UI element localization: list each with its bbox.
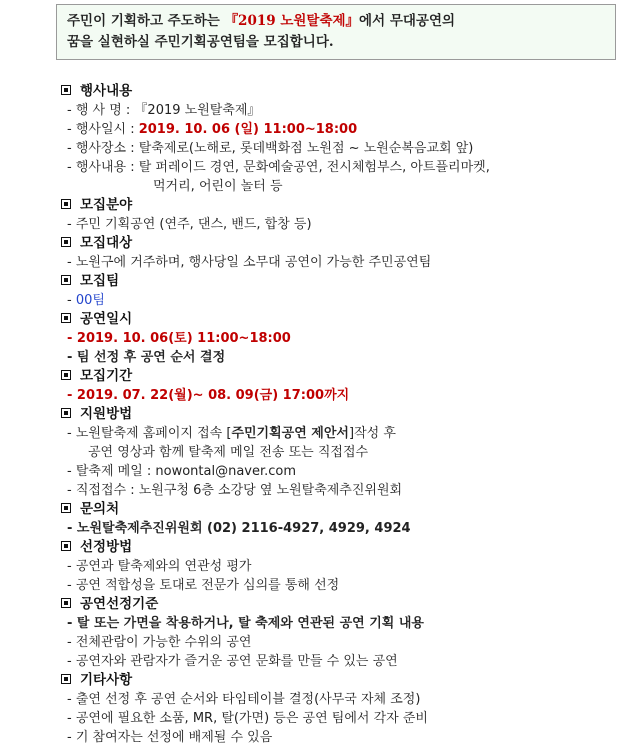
square-bullet-icon bbox=[61, 85, 71, 95]
list-item: - 행사일시 : 2019. 10. 06 (일) 11:00~18:00 bbox=[67, 122, 358, 137]
list-item: - 행사내용 : 탈 퍼레이드 경연, 문화예술공연, 전시체험부스, 아트플리마켓, bbox=[67, 160, 490, 175]
section-contact bbox=[60, 500, 630, 519]
square-bullet-icon bbox=[61, 541, 71, 551]
list-item: - 00팀 bbox=[67, 293, 105, 308]
section-title: 공연일시 bbox=[80, 311, 133, 327]
list-item: - 행사장소 : 탈축제로(노해로, 롯데백화점 노원점 ~ 노원순복음교회 앞) bbox=[67, 141, 474, 156]
list-item: - 행 사 명 : 『2019 노원탈축제』 bbox=[67, 103, 261, 118]
section-etc bbox=[60, 671, 630, 690]
event-date-value: 2019. 10. 06 (일) 11:00~18:00 bbox=[138, 122, 358, 137]
square-bullet-icon bbox=[61, 237, 71, 247]
list-item: - 팀 선정 후 공연 순서 결정 bbox=[67, 350, 226, 365]
square-bullet-icon bbox=[61, 598, 71, 608]
list-item: - 직접접수 : 노원구청 6층 소강당 옆 노원탈축제추진위원회 bbox=[67, 483, 403, 498]
square-bullet-icon bbox=[61, 408, 71, 418]
section-event bbox=[60, 82, 630, 101]
square-bullet-icon bbox=[61, 199, 71, 209]
section-selection bbox=[60, 538, 630, 557]
list-item-continuation: 먹거리, 어린이 놀터 등 bbox=[153, 179, 283, 194]
section-title: 문의처 bbox=[80, 501, 120, 517]
list-item-continuation: 공연 영상과 함께 탈축제 메일 전송 또는 직접접수 bbox=[88, 445, 369, 460]
section-period bbox=[60, 367, 630, 386]
list-item: - 출연 선정 후 공연 순서와 타임테이블 결정(사무국 자체 조정) bbox=[67, 692, 421, 707]
list-item: - 주민 기획공연 (연주, 댄스, 밴드, 합창 등) bbox=[67, 217, 312, 232]
square-bullet-icon bbox=[61, 313, 71, 323]
notice-content bbox=[60, 82, 630, 747]
section-title: 모집대상 bbox=[80, 235, 133, 251]
team-count: 00팀 bbox=[75, 293, 105, 308]
section-apply bbox=[60, 405, 630, 424]
section-title: 행사내용 bbox=[80, 83, 133, 99]
section-title: 지원방법 bbox=[80, 406, 133, 422]
square-bullet-icon bbox=[61, 370, 71, 380]
section-title: 공연선정기준 bbox=[80, 596, 159, 612]
square-bullet-icon bbox=[61, 674, 71, 684]
list-item: - 전체관람이 가능한 수위의 공연 bbox=[67, 635, 252, 650]
list-item: - 노원구에 거주하며, 행사당일 소무대 공연이 가능한 주민공연팀 bbox=[67, 255, 432, 270]
list-item: - 공연에 필요한 소품, MR, 탈(가면) 등은 공연 팀에서 각자 준비 bbox=[67, 711, 428, 726]
list-item: - 노원탈축제추진위원회 (02) 2116-4927, 4929, 4924 bbox=[67, 521, 411, 536]
list-item: - 2019. 10. 06(토) 11:00~18:00 bbox=[67, 331, 291, 346]
list-item: - 공연 적합성을 토대로 전문가 심의를 통해 선정 bbox=[67, 578, 340, 593]
section-title: 모집기간 bbox=[80, 368, 133, 384]
intro-box bbox=[56, 4, 616, 60]
section-performance-date bbox=[60, 310, 630, 329]
square-bullet-icon bbox=[61, 275, 71, 285]
list-item: - 공연과 탈축제와의 연관성 평가 bbox=[67, 559, 252, 574]
festival-name-highlight: 『2019 노원탈축제』 bbox=[224, 13, 360, 29]
list-item: - 기 참여자는 선정에 배제될 수 있음 bbox=[67, 730, 273, 745]
square-bullet-icon bbox=[61, 503, 71, 513]
intro-line-2: 꿈을 실현하실 주민기획공연팀을 모집합니다. bbox=[67, 34, 334, 50]
list-item: - 2019. 07. 22(월)~ 08. 09(금) 17:00까지 bbox=[67, 388, 350, 403]
section-target bbox=[60, 234, 630, 253]
list-item: - 탈축제 메일 : nowontal@naver.com bbox=[67, 464, 297, 479]
list-item: - 탈 또는 가면을 착용하거나, 탈 축제와 연관된 공연 기획 내용 bbox=[67, 616, 424, 631]
list-item: - 공연자와 관람자가 즐거운 공연 문화를 만들 수 있는 공연 bbox=[67, 654, 398, 669]
section-field bbox=[60, 196, 630, 215]
section-title: 선정방법 bbox=[80, 539, 133, 555]
section-criteria bbox=[60, 595, 630, 614]
section-teams bbox=[60, 272, 630, 291]
proposal-form-name: 주민기획공연 제안서 bbox=[231, 426, 349, 441]
intro-line-1: 주민이 기획하고 주도하는 『2019 노원탈축제』에서 무대공연의 bbox=[67, 13, 456, 29]
list-item: - 노원탈축제 홈페이지 접속 [주민기획공연 제안서]작성 후 bbox=[67, 426, 396, 441]
section-title: 모집분야 bbox=[80, 197, 133, 213]
section-title: 모집팀 bbox=[80, 273, 120, 289]
section-title: 기타사항 bbox=[80, 672, 133, 688]
